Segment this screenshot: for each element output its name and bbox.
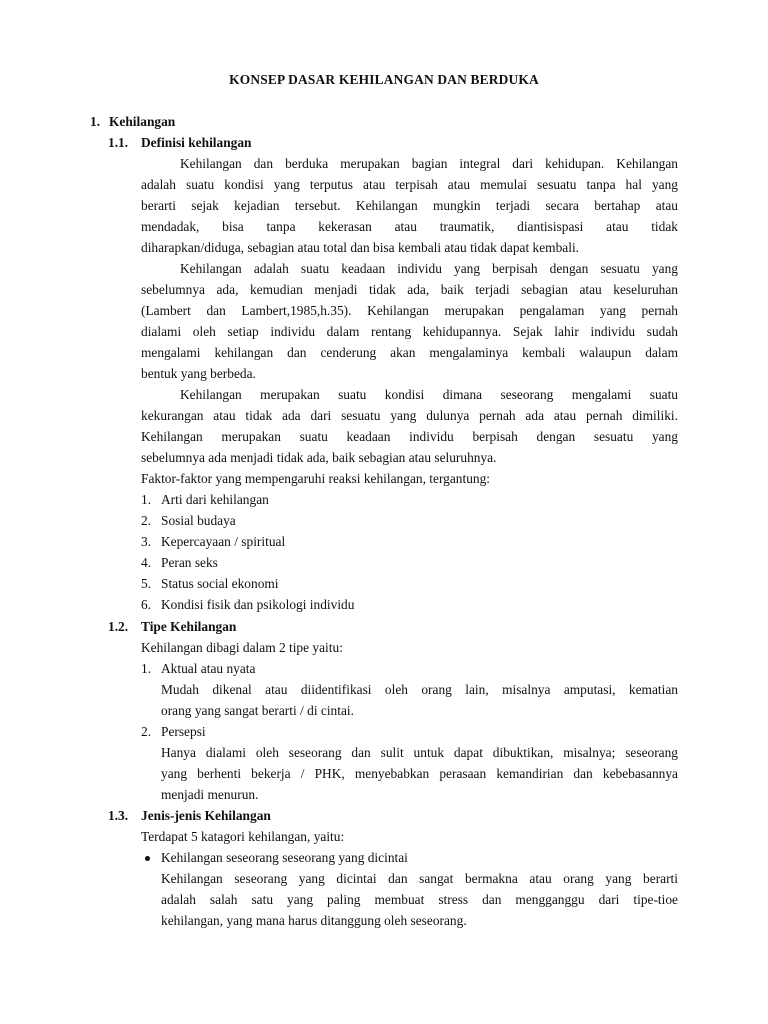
paragraph-line: dialami oleh setiap individu dalam rentang kehidupannya. Sejak lahir individu sudah: [141, 324, 678, 339]
bullet-label: Kehilangan seseorang seseorang yang dicintai: [161, 850, 408, 865]
subsection-intro: Terdapat 5 katagori kehilangan, yaitu:: [141, 829, 345, 844]
paragraph-line: Kehilangan dan berduka merupakan bagian integral dari kehidupan. Kehilangan: [180, 156, 678, 171]
list-number: 3.: [141, 534, 152, 549]
paragraph-line: sebelumnya ada, kemudian menjadi tidak ada, baik terjadi sebagian atau keseluruhan: [141, 282, 678, 297]
paragraph-line: mengalami kehilangan dan cenderung akan mengalaminya kembali walaupun dalam: [141, 345, 678, 360]
paragraph-line: (Lambert dan Lambert,1985,h.35). Kehilangan merupakan pengalaman yang pernah: [141, 303, 678, 318]
list-item: Peran seks: [161, 555, 218, 570]
paragraph-line: adalah suatu kondisi yang terputus atau terpisah atau memulai sesuatu tanpa hal yang: [141, 177, 678, 192]
paragraph-line: yang berhenti bekerja / PHK, menyebabkan perasaan kemandirian dan kebebasannya: [161, 766, 678, 781]
paragraph-line: Kehilangan merupakan suatu keadaan individu berpisah dengan sesuatu yang: [141, 429, 678, 444]
paragraph-line: sebelumnya ada menjadi tidak ada, baik sebagian atau seluruhnya.: [141, 450, 497, 465]
list-item: Kondisi fisik dan psikologi individu: [161, 597, 355, 612]
paragraph-line: kekurangan atau tidak ada dari sesuatu yang dulunya pernah ada atau pernah dimiliki.: [141, 408, 678, 423]
paragraph-line: kehilangan, yang mana harus ditanggung oleh seseorang.: [161, 913, 467, 928]
paragraph-line: Kehilangan adalah suatu keadaan individu yang berpisah dengan sesuatu yang: [180, 261, 678, 276]
subsection-number: 1.3.: [108, 808, 129, 823]
paragraph-line: Kehilangan seseorang yang dicintai dan sangat bermakna atau orang yang berarti: [161, 871, 678, 886]
paragraph-line: berarti sejak kejadian tersebut. Kehilangan mungkin terjadi secara bertahap atau: [141, 198, 678, 213]
list-number: 4.: [141, 555, 152, 570]
paragraph-line: adalah salah satu yang paling membuat stress dan mengganggu dari tipe-tioe: [161, 892, 678, 907]
section-heading: Kehilangan: [109, 114, 176, 129]
subsection-heading: Jenis-jenis Kehilangan: [141, 808, 271, 823]
subsection-intro: Kehilangan dibagi dalam 2 tipe yaitu:: [141, 640, 343, 655]
list-item: Status social ekonomi: [161, 576, 279, 591]
document-title: KONSEP DASAR KEHILANGAN DAN BERDUKA: [229, 72, 539, 87]
list-number: 2.: [141, 513, 152, 528]
list-number: 2.: [141, 724, 152, 739]
paragraph-line: Mudah dikenal atau diidentifikasi oleh orang lain, misalnya amputasi, kematian: [161, 682, 678, 697]
list-item: Kepercayaan / spiritual: [161, 534, 286, 549]
subsection-number: 1.1.: [108, 135, 129, 150]
paragraph-line: mendadak, bisa tanpa kekerasan atau traumatik, diantisispasi atau tidak: [141, 219, 678, 234]
list-item: Sosial budaya: [161, 513, 236, 528]
subsection-number: 1.2.: [108, 619, 129, 634]
factors-intro: Faktor-faktor yang mempengaruhi reaksi kehilangan, tergantung:: [141, 471, 491, 486]
paragraph-line: Hanya dialami oleh seseorang dan sulit untuk dapat dibuktikan, misalnya; seseorang: [161, 745, 678, 760]
list-number: 1.: [141, 492, 152, 507]
list-number: 5.: [141, 576, 152, 591]
type-label: Persepsi: [161, 724, 206, 739]
bullet-icon: [145, 856, 150, 861]
list-number: 6.: [141, 597, 152, 612]
subsection-heading: Definisi kehilangan: [141, 135, 252, 150]
paragraph-line: bentuk yang berbeda.: [141, 366, 256, 381]
paragraph-line: Kehilangan merupakan suatu kondisi dimana seseorang mengalami suatu: [180, 387, 678, 402]
paragraph-line: menjadi menurun.: [161, 787, 259, 802]
paragraph-line: diharapkan/diduga, sebagian atau total dan bisa kembali atau tidak dapat kembali.: [141, 240, 580, 255]
section-number: 1.: [90, 114, 101, 129]
paragraph-line: orang yang sangat berarti / di cintai.: [161, 703, 354, 718]
type-label: Aktual atau nyata: [161, 661, 256, 676]
list-item: Arti dari kehilangan: [161, 492, 269, 507]
list-number: 1.: [141, 661, 152, 676]
subsection-heading: Tipe Kehilangan: [141, 619, 237, 634]
